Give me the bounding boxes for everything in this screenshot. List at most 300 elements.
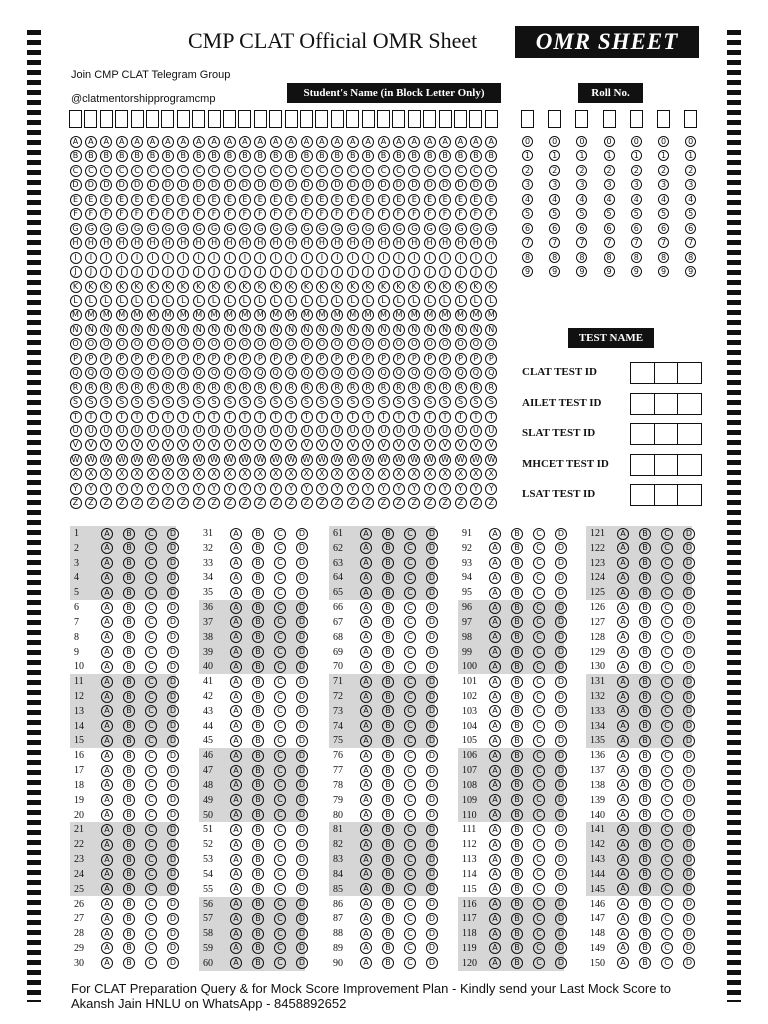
name-bubble-h[interactable]: H [439, 237, 451, 249]
name-bubble-g[interactable]: G [224, 223, 236, 235]
name-bubble-a[interactable]: A [455, 136, 467, 148]
name-bubble-e[interactable]: E [470, 194, 482, 206]
name-bubble-j[interactable]: J [408, 266, 420, 278]
name-bubble-c[interactable]: C [347, 165, 359, 177]
name-bubble-h[interactable]: H [70, 237, 82, 249]
name-bubble-x[interactable]: X [193, 468, 205, 480]
answer-bubble-d[interactable]: D [426, 824, 438, 836]
answer-bubble-d[interactable]: D [296, 720, 308, 732]
roll-bubble-5[interactable]: 5 [549, 208, 560, 219]
name-bubble-u[interactable]: U [485, 425, 497, 437]
answer-bubble-c[interactable]: C [274, 528, 286, 540]
name-bubble-i[interactable]: I [85, 252, 97, 264]
name-bubble-z[interactable]: Z [378, 497, 390, 509]
name-bubble-t[interactable]: T [147, 411, 159, 423]
name-bubble-q[interactable]: Q [193, 367, 205, 379]
name-bubble-x[interactable]: X [224, 468, 236, 480]
name-bubble-r[interactable]: R [316, 382, 328, 394]
name-bubble-n[interactable]: N [331, 324, 343, 336]
answer-bubble-a[interactable]: A [489, 824, 501, 836]
answer-bubble-a[interactable]: A [617, 942, 629, 954]
name-bubble-c[interactable]: C [239, 165, 251, 177]
answer-bubble-d[interactable]: D [167, 928, 179, 940]
answer-bubble-b[interactable]: B [123, 913, 135, 925]
answer-bubble-a[interactable]: A [360, 720, 372, 732]
answer-bubble-c[interactable]: C [145, 691, 157, 703]
name-write-box[interactable] [146, 110, 159, 128]
name-bubble-s[interactable]: S [347, 396, 359, 408]
name-bubble-f[interactable]: F [378, 208, 390, 220]
answer-bubble-b[interactable]: B [511, 824, 523, 836]
answer-bubble-c[interactable]: C [145, 572, 157, 584]
answer-bubble-d[interactable]: D [167, 868, 179, 880]
name-bubble-b[interactable]: B [177, 150, 189, 162]
answer-bubble-b[interactable]: B [511, 542, 523, 554]
name-bubble-o[interactable]: O [316, 338, 328, 350]
name-bubble-v[interactable]: V [239, 439, 251, 451]
answer-bubble-a[interactable]: A [101, 528, 113, 540]
answer-bubble-a[interactable]: A [101, 676, 113, 688]
name-bubble-s[interactable]: S [408, 396, 420, 408]
answer-bubble-d[interactable]: D [167, 854, 179, 866]
answer-bubble-c[interactable]: C [661, 809, 673, 821]
name-bubble-p[interactable]: P [193, 353, 205, 365]
answer-bubble-d[interactable]: D [296, 557, 308, 569]
answer-bubble-c[interactable]: C [145, 765, 157, 777]
answer-bubble-a[interactable]: A [489, 942, 501, 954]
name-bubble-w[interactable]: W [131, 454, 143, 466]
answer-bubble-a[interactable]: A [101, 735, 113, 747]
name-bubble-s[interactable]: S [439, 396, 451, 408]
name-bubble-l[interactable]: L [424, 295, 436, 307]
answer-bubble-b[interactable]: B [123, 542, 135, 554]
name-bubble-i[interactable]: I [193, 252, 205, 264]
name-bubble-b[interactable]: B [162, 150, 174, 162]
answer-bubble-c[interactable]: C [145, 794, 157, 806]
answer-bubble-b[interactable]: B [639, 705, 651, 717]
answer-bubble-d[interactable]: D [555, 691, 567, 703]
name-bubble-b[interactable]: B [455, 150, 467, 162]
name-bubble-q[interactable]: Q [254, 367, 266, 379]
name-bubble-y[interactable]: Y [347, 483, 359, 495]
name-bubble-c[interactable]: C [193, 165, 205, 177]
name-bubble-v[interactable]: V [85, 439, 97, 451]
name-bubble-n[interactable]: N [285, 324, 297, 336]
answer-bubble-d[interactable]: D [296, 779, 308, 791]
name-bubble-q[interactable]: Q [131, 367, 143, 379]
name-bubble-o[interactable]: O [85, 338, 97, 350]
name-bubble-m[interactable]: M [424, 309, 436, 321]
roll-bubble-2[interactable]: 2 [576, 165, 587, 176]
answer-bubble-d[interactable]: D [426, 928, 438, 940]
name-bubble-p[interactable]: P [424, 353, 436, 365]
name-bubble-m[interactable]: M [485, 309, 497, 321]
name-bubble-t[interactable]: T [116, 411, 128, 423]
name-bubble-l[interactable]: L [100, 295, 112, 307]
answer-bubble-b[interactable]: B [639, 839, 651, 851]
name-bubble-e[interactable]: E [239, 194, 251, 206]
answer-bubble-d[interactable]: D [167, 557, 179, 569]
test-id-digit-box[interactable] [678, 485, 701, 505]
name-bubble-p[interactable]: P [331, 353, 343, 365]
name-write-box[interactable] [161, 110, 174, 128]
answer-bubble-d[interactable]: D [296, 587, 308, 599]
name-bubble-c[interactable]: C [485, 165, 497, 177]
name-bubble-g[interactable]: G [177, 223, 189, 235]
name-bubble-x[interactable]: X [439, 468, 451, 480]
name-bubble-o[interactable]: O [470, 338, 482, 350]
name-bubble-t[interactable]: T [270, 411, 282, 423]
name-bubble-b[interactable]: B [70, 150, 82, 162]
name-bubble-r[interactable]: R [285, 382, 297, 394]
name-bubble-v[interactable]: V [362, 439, 374, 451]
name-bubble-x[interactable]: X [177, 468, 189, 480]
name-bubble-t[interactable]: T [239, 411, 251, 423]
name-bubble-u[interactable]: U [301, 425, 313, 437]
name-bubble-g[interactable]: G [455, 223, 467, 235]
name-bubble-r[interactable]: R [162, 382, 174, 394]
name-bubble-m[interactable]: M [301, 309, 313, 321]
name-write-box[interactable] [439, 110, 452, 128]
name-bubble-m[interactable]: M [85, 309, 97, 321]
answer-bubble-b[interactable]: B [382, 913, 394, 925]
name-bubble-h[interactable]: H [177, 237, 189, 249]
answer-bubble-a[interactable]: A [617, 705, 629, 717]
test-id-digit-box[interactable] [631, 485, 655, 505]
answer-bubble-c[interactable]: C [661, 735, 673, 747]
answer-bubble-d[interactable]: D [296, 750, 308, 762]
answer-bubble-a[interactable]: A [360, 928, 372, 940]
name-bubble-v[interactable]: V [177, 439, 189, 451]
answer-bubble-d[interactable]: D [683, 883, 695, 895]
name-bubble-y[interactable]: Y [408, 483, 420, 495]
answer-bubble-a[interactable]: A [230, 705, 242, 717]
name-write-box[interactable] [69, 110, 82, 128]
name-bubble-f[interactable]: F [439, 208, 451, 220]
answer-bubble-a[interactable]: A [101, 854, 113, 866]
roll-bubble-4[interactable]: 4 [522, 194, 533, 205]
answer-bubble-d[interactable]: D [296, 957, 308, 969]
name-bubble-d[interactable]: D [362, 179, 374, 191]
name-bubble-l[interactable]: L [70, 295, 82, 307]
answer-bubble-a[interactable]: A [617, 572, 629, 584]
name-bubble-e[interactable]: E [254, 194, 266, 206]
answer-bubble-a[interactable]: A [360, 854, 372, 866]
name-bubble-e[interactable]: E [100, 194, 112, 206]
answer-bubble-d[interactable]: D [296, 868, 308, 880]
roll-bubble-1[interactable]: 1 [604, 150, 615, 161]
answer-bubble-c[interactable]: C [404, 631, 416, 643]
name-bubble-u[interactable]: U [131, 425, 143, 437]
test-id-digit-box[interactable] [631, 363, 655, 383]
name-bubble-a[interactable]: A [254, 136, 266, 148]
answer-bubble-a[interactable]: A [617, 854, 629, 866]
name-bubble-q[interactable]: Q [100, 367, 112, 379]
answer-bubble-b[interactable]: B [252, 528, 264, 540]
name-bubble-i[interactable]: I [362, 252, 374, 264]
roll-write-box[interactable] [548, 110, 561, 128]
name-bubble-u[interactable]: U [177, 425, 189, 437]
name-bubble-e[interactable]: E [177, 194, 189, 206]
answer-bubble-b[interactable]: B [639, 809, 651, 821]
answer-bubble-d[interactable]: D [555, 868, 567, 880]
answer-bubble-a[interactable]: A [489, 854, 501, 866]
answer-bubble-a[interactable]: A [230, 557, 242, 569]
answer-bubble-c[interactable]: C [274, 735, 286, 747]
name-bubble-z[interactable]: Z [100, 497, 112, 509]
answer-bubble-b[interactable]: B [382, 765, 394, 777]
answer-bubble-d[interactable]: D [683, 528, 695, 540]
name-bubble-y[interactable]: Y [485, 483, 497, 495]
name-bubble-a[interactable]: A [116, 136, 128, 148]
answer-bubble-b[interactable]: B [639, 528, 651, 540]
name-bubble-l[interactable]: L [347, 295, 359, 307]
answer-bubble-d[interactable]: D [167, 587, 179, 599]
name-bubble-b[interactable]: B [270, 150, 282, 162]
name-bubble-s[interactable]: S [270, 396, 282, 408]
name-bubble-i[interactable]: I [177, 252, 189, 264]
name-bubble-e[interactable]: E [85, 194, 97, 206]
answer-bubble-b[interactable]: B [639, 691, 651, 703]
answer-bubble-a[interactable]: A [489, 587, 501, 599]
name-bubble-t[interactable]: T [301, 411, 313, 423]
roll-bubble-2[interactable]: 2 [604, 165, 615, 176]
name-bubble-h[interactable]: H [362, 237, 374, 249]
answer-bubble-c[interactable]: C [533, 705, 545, 717]
name-bubble-v[interactable]: V [147, 439, 159, 451]
answer-bubble-c[interactable]: C [533, 883, 545, 895]
answer-bubble-d[interactable]: D [555, 750, 567, 762]
name-bubble-i[interactable]: I [455, 252, 467, 264]
answer-bubble-a[interactable]: A [230, 765, 242, 777]
answer-bubble-c[interactable]: C [274, 957, 286, 969]
name-bubble-z[interactable]: Z [254, 497, 266, 509]
name-bubble-m[interactable]: M [131, 309, 143, 321]
answer-bubble-c[interactable]: C [404, 616, 416, 628]
name-bubble-j[interactable]: J [455, 266, 467, 278]
name-bubble-e[interactable]: E [408, 194, 420, 206]
name-bubble-r[interactable]: R [470, 382, 482, 394]
name-bubble-p[interactable]: P [254, 353, 266, 365]
name-bubble-i[interactable]: I [378, 252, 390, 264]
answer-bubble-c[interactable]: C [145, 631, 157, 643]
answer-bubble-b[interactable]: B [123, 854, 135, 866]
answer-bubble-d[interactable]: D [167, 705, 179, 717]
name-bubble-q[interactable]: Q [270, 367, 282, 379]
name-bubble-k[interactable]: K [455, 281, 467, 293]
answer-bubble-d[interactable]: D [426, 528, 438, 540]
name-bubble-p[interactable]: P [70, 353, 82, 365]
answer-bubble-a[interactable]: A [489, 572, 501, 584]
answer-bubble-d[interactable]: D [167, 720, 179, 732]
name-bubble-j[interactable]: J [254, 266, 266, 278]
name-bubble-c[interactable]: C [177, 165, 189, 177]
name-bubble-r[interactable]: R [424, 382, 436, 394]
answer-bubble-d[interactable]: D [683, 735, 695, 747]
name-bubble-i[interactable]: I [485, 252, 497, 264]
name-bubble-k[interactable]: K [470, 281, 482, 293]
answer-bubble-a[interactable]: A [230, 913, 242, 925]
name-bubble-r[interactable]: R [100, 382, 112, 394]
answer-bubble-a[interactable]: A [101, 631, 113, 643]
answer-bubble-a[interactable]: A [360, 691, 372, 703]
answer-bubble-d[interactable]: D [167, 661, 179, 673]
name-bubble-i[interactable]: I [316, 252, 328, 264]
answer-bubble-b[interactable]: B [639, 928, 651, 940]
answer-bubble-c[interactable]: C [404, 661, 416, 673]
answer-bubble-b[interactable]: B [123, 942, 135, 954]
answer-bubble-d[interactable]: D [683, 572, 695, 584]
answer-bubble-a[interactable]: A [617, 839, 629, 851]
answer-bubble-d[interactable]: D [426, 542, 438, 554]
name-bubble-t[interactable]: T [408, 411, 420, 423]
name-bubble-b[interactable]: B [193, 150, 205, 162]
answer-bubble-a[interactable]: A [617, 750, 629, 762]
answer-bubble-c[interactable]: C [661, 765, 673, 777]
answer-bubble-d[interactable]: D [296, 676, 308, 688]
answer-bubble-b[interactable]: B [252, 735, 264, 747]
name-bubble-r[interactable]: R [378, 382, 390, 394]
answer-bubble-b[interactable]: B [382, 839, 394, 851]
answer-bubble-a[interactable]: A [360, 676, 372, 688]
answer-bubble-b[interactable]: B [511, 868, 523, 880]
name-bubble-g[interactable]: G [116, 223, 128, 235]
name-bubble-y[interactable]: Y [285, 483, 297, 495]
name-bubble-o[interactable]: O [131, 338, 143, 350]
name-bubble-x[interactable]: X [116, 468, 128, 480]
answer-bubble-a[interactable]: A [617, 602, 629, 614]
name-bubble-w[interactable]: W [177, 454, 189, 466]
name-bubble-r[interactable]: R [85, 382, 97, 394]
name-bubble-c[interactable]: C [470, 165, 482, 177]
answer-bubble-c[interactable]: C [145, 616, 157, 628]
answer-bubble-b[interactable]: B [252, 661, 264, 673]
answer-bubble-a[interactable]: A [230, 928, 242, 940]
name-bubble-y[interactable]: Y [224, 483, 236, 495]
name-bubble-f[interactable]: F [362, 208, 374, 220]
answer-bubble-c[interactable]: C [274, 898, 286, 910]
answer-bubble-c[interactable]: C [274, 616, 286, 628]
name-bubble-x[interactable]: X [162, 468, 174, 480]
answer-bubble-c[interactable]: C [661, 661, 673, 673]
answer-bubble-a[interactable]: A [489, 542, 501, 554]
roll-bubble-5[interactable]: 5 [658, 208, 669, 219]
name-bubble-d[interactable]: D [285, 179, 297, 191]
answer-bubble-d[interactable]: D [167, 750, 179, 762]
roll-write-box[interactable] [657, 110, 670, 128]
name-bubble-d[interactable]: D [378, 179, 390, 191]
name-bubble-i[interactable]: I [147, 252, 159, 264]
answer-bubble-a[interactable]: A [360, 794, 372, 806]
answer-bubble-a[interactable]: A [489, 750, 501, 762]
test-id-digit-box[interactable] [655, 394, 679, 414]
name-bubble-z[interactable]: Z [239, 497, 251, 509]
answer-bubble-b[interactable]: B [511, 898, 523, 910]
name-bubble-f[interactable]: F [254, 208, 266, 220]
answer-bubble-a[interactable]: A [617, 542, 629, 554]
answer-bubble-b[interactable]: B [382, 616, 394, 628]
answer-bubble-c[interactable]: C [404, 824, 416, 836]
name-bubble-g[interactable]: G [147, 223, 159, 235]
name-bubble-u[interactable]: U [224, 425, 236, 437]
name-bubble-k[interactable]: K [393, 281, 405, 293]
answer-bubble-b[interactable]: B [639, 765, 651, 777]
name-bubble-u[interactable]: U [331, 425, 343, 437]
answer-bubble-b[interactable]: B [382, 824, 394, 836]
name-bubble-w[interactable]: W [70, 454, 82, 466]
roll-bubble-1[interactable]: 1 [576, 150, 587, 161]
name-bubble-a[interactable]: A [70, 136, 82, 148]
test-id-digit-box[interactable] [678, 363, 701, 383]
answer-bubble-c[interactable]: C [274, 928, 286, 940]
name-bubble-z[interactable]: Z [408, 497, 420, 509]
answer-bubble-b[interactable]: B [511, 676, 523, 688]
answer-bubble-a[interactable]: A [101, 765, 113, 777]
name-bubble-b[interactable]: B [285, 150, 297, 162]
name-bubble-w[interactable]: W [470, 454, 482, 466]
name-write-box[interactable] [100, 110, 113, 128]
answer-bubble-b[interactable]: B [382, 572, 394, 584]
answer-bubble-b[interactable]: B [639, 942, 651, 954]
answer-bubble-c[interactable]: C [404, 572, 416, 584]
name-bubble-c[interactable]: C [362, 165, 374, 177]
roll-bubble-7[interactable]: 7 [631, 237, 642, 248]
answer-bubble-c[interactable]: C [145, 720, 157, 732]
answer-bubble-d[interactable]: D [683, 928, 695, 940]
answer-bubble-a[interactable]: A [230, 646, 242, 658]
name-bubble-t[interactable]: T [70, 411, 82, 423]
answer-bubble-a[interactable]: A [360, 646, 372, 658]
name-bubble-w[interactable]: W [439, 454, 451, 466]
name-bubble-z[interactable]: Z [316, 497, 328, 509]
name-bubble-i[interactable]: I [301, 252, 313, 264]
answer-bubble-d[interactable]: D [555, 587, 567, 599]
answer-bubble-c[interactable]: C [404, 691, 416, 703]
answer-bubble-c[interactable]: C [274, 750, 286, 762]
name-write-box[interactable] [177, 110, 190, 128]
name-bubble-n[interactable]: N [131, 324, 143, 336]
name-bubble-y[interactable]: Y [470, 483, 482, 495]
name-bubble-t[interactable]: T [393, 411, 405, 423]
name-bubble-b[interactable]: B [378, 150, 390, 162]
name-bubble-k[interactable]: K [378, 281, 390, 293]
answer-bubble-b[interactable]: B [123, 928, 135, 940]
name-bubble-s[interactable]: S [177, 396, 189, 408]
name-bubble-d[interactable]: D [100, 179, 112, 191]
name-bubble-f[interactable]: F [239, 208, 251, 220]
answer-bubble-d[interactable]: D [167, 631, 179, 643]
answer-bubble-c[interactable]: C [274, 676, 286, 688]
name-bubble-x[interactable]: X [470, 468, 482, 480]
roll-bubble-4[interactable]: 4 [604, 194, 615, 205]
answer-bubble-c[interactable]: C [661, 942, 673, 954]
answer-bubble-a[interactable]: A [360, 779, 372, 791]
name-bubble-m[interactable]: M [408, 309, 420, 321]
name-bubble-c[interactable]: C [70, 165, 82, 177]
name-bubble-f[interactable]: F [162, 208, 174, 220]
answer-bubble-c[interactable]: C [661, 542, 673, 554]
answer-bubble-a[interactable]: A [489, 528, 501, 540]
name-bubble-b[interactable]: B [424, 150, 436, 162]
answer-bubble-b[interactable]: B [511, 854, 523, 866]
name-bubble-t[interactable]: T [331, 411, 343, 423]
answer-bubble-d[interactable]: D [296, 765, 308, 777]
answer-bubble-d[interactable]: D [167, 616, 179, 628]
name-bubble-d[interactable]: D [70, 179, 82, 191]
name-bubble-v[interactable]: V [316, 439, 328, 451]
answer-bubble-d[interactable]: D [167, 957, 179, 969]
answer-bubble-b[interactable]: B [382, 957, 394, 969]
